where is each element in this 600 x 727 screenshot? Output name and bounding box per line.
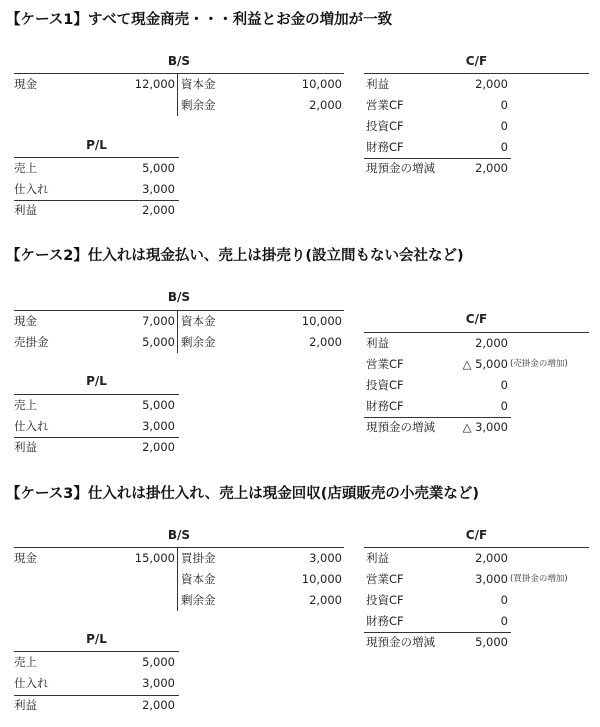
bs-right-value: 2,000	[309, 593, 342, 607]
bs-right-label: 剰余金	[181, 335, 216, 349]
cf-row-label: 営業CF	[366, 98, 404, 112]
bs-divider	[177, 311, 178, 353]
cf-title: C/F	[465, 528, 488, 542]
cf-total-label: 現預金の増減	[366, 161, 435, 175]
pl-row-label: 売上	[14, 398, 37, 412]
cf-row-note: (買掛金の増加)	[510, 574, 568, 584]
cf-row-label: 営業CF	[366, 572, 404, 586]
cf-row-note: (売掛金の増加)	[510, 359, 568, 369]
cf-row-label: 投資CF	[366, 378, 404, 392]
cf-row-value: 0	[500, 98, 508, 112]
bs-left-value: 7,000	[142, 314, 175, 328]
pl-total-label: 利益	[14, 203, 37, 217]
bs-right-label: 買掛金	[181, 551, 216, 565]
bs-left-value: 5,000	[142, 335, 175, 349]
bs-right-label: 剰余金	[181, 593, 216, 607]
bs-right-value: 2,000	[309, 335, 342, 349]
pl-row-value: 5,000	[142, 161, 175, 175]
cf-row-value: 2,000	[475, 77, 508, 91]
bs-left-value: 15,000	[134, 551, 175, 565]
bs-right-value: 3,000	[309, 551, 342, 565]
bs-title: B/S	[167, 290, 191, 304]
bs-left-value: 12,000	[134, 77, 175, 91]
cf-total-value: △ 3,000	[462, 420, 508, 434]
pl-total-label: 利益	[14, 440, 37, 454]
case-heading: 【ケース1】すべて現金商売・・・利益とお金の増加が一致	[6, 12, 393, 28]
cf-row-label: 財務CF	[366, 399, 404, 413]
case-heading: 【ケース3】仕入れは掛仕入れ、売上は現金回収(店頭販売の小売業など)	[6, 486, 479, 502]
bs-divider	[177, 74, 178, 116]
pl-total-value: 2,000	[142, 440, 175, 454]
cf-total-value: 5,000	[475, 635, 508, 649]
bs-left-label: 売掛金	[14, 335, 49, 349]
cf-row-label: 利益	[366, 551, 389, 565]
pl-total-value: 2,000	[142, 203, 175, 217]
bs-title: B/S	[167, 54, 191, 68]
bs-left-label: 現金	[14, 77, 37, 91]
pl-row-value: 3,000	[142, 419, 175, 433]
pl-row-label: 仕入れ	[14, 419, 49, 433]
bs-right-label: 資本金	[181, 77, 216, 91]
pl-total-label: 利益	[14, 698, 37, 712]
cf-row-label: 財務CF	[366, 614, 404, 628]
pl-row-label: 売上	[14, 655, 37, 669]
cf-title: C/F	[465, 54, 488, 68]
cf-row-value: △ 5,000	[462, 357, 508, 371]
cf-row-label: 投資CF	[366, 593, 404, 607]
pl-row-value: 3,000	[142, 182, 175, 196]
pl-row-label: 売上	[14, 161, 37, 175]
case-heading: 【ケース2】仕入れは現金払い、売上は掛売り(設立間もない会社など)	[6, 248, 464, 264]
cf-title: C/F	[465, 312, 488, 326]
cf-row-label: 営業CF	[366, 357, 404, 371]
cf-row-value: 0	[500, 378, 508, 392]
cf-row-label: 財務CF	[366, 140, 404, 154]
bs-right-label: 資本金	[181, 314, 216, 328]
bs-left-label: 現金	[14, 314, 37, 328]
pl-row-label: 仕入れ	[14, 676, 49, 690]
pl-total-value: 2,000	[142, 698, 175, 712]
bs-left-label: 現金	[14, 551, 37, 565]
bs-divider	[177, 548, 178, 611]
bs-right-value: 2,000	[309, 98, 342, 112]
cf-total-label: 現預金の増減	[366, 635, 435, 649]
cf-row-value: 3,000	[475, 572, 508, 586]
cf-row-value: 0	[500, 119, 508, 133]
bs-title: B/S	[167, 528, 191, 542]
pl-title: P/L	[86, 374, 107, 388]
bs-right-label: 資本金	[181, 572, 216, 586]
pl-title: P/L	[86, 632, 107, 646]
cf-row-value: 0	[500, 614, 508, 628]
cf-row-value: 2,000	[475, 336, 508, 350]
cf-row-label: 利益	[366, 77, 389, 91]
bs-right-value: 10,000	[301, 572, 342, 586]
cf-row-value: 0	[500, 140, 508, 154]
cf-row-value: 0	[500, 593, 508, 607]
pl-title: P/L	[86, 138, 107, 152]
bs-right-value: 10,000	[301, 77, 342, 91]
cf-row-label: 利益	[366, 336, 389, 350]
cf-total-value: 2,000	[475, 161, 508, 175]
pl-row-value: 5,000	[142, 655, 175, 669]
pl-row-label: 仕入れ	[14, 182, 49, 196]
cf-row-value: 2,000	[475, 551, 508, 565]
cf-total-label: 現預金の増減	[366, 420, 435, 434]
cf-row-label: 投資CF	[366, 119, 404, 133]
bs-right-label: 剰余金	[181, 98, 216, 112]
cf-row-value: 0	[500, 399, 508, 413]
pl-row-value: 5,000	[142, 398, 175, 412]
pl-row-value: 3,000	[142, 676, 175, 690]
bs-right-value: 10,000	[301, 314, 342, 328]
